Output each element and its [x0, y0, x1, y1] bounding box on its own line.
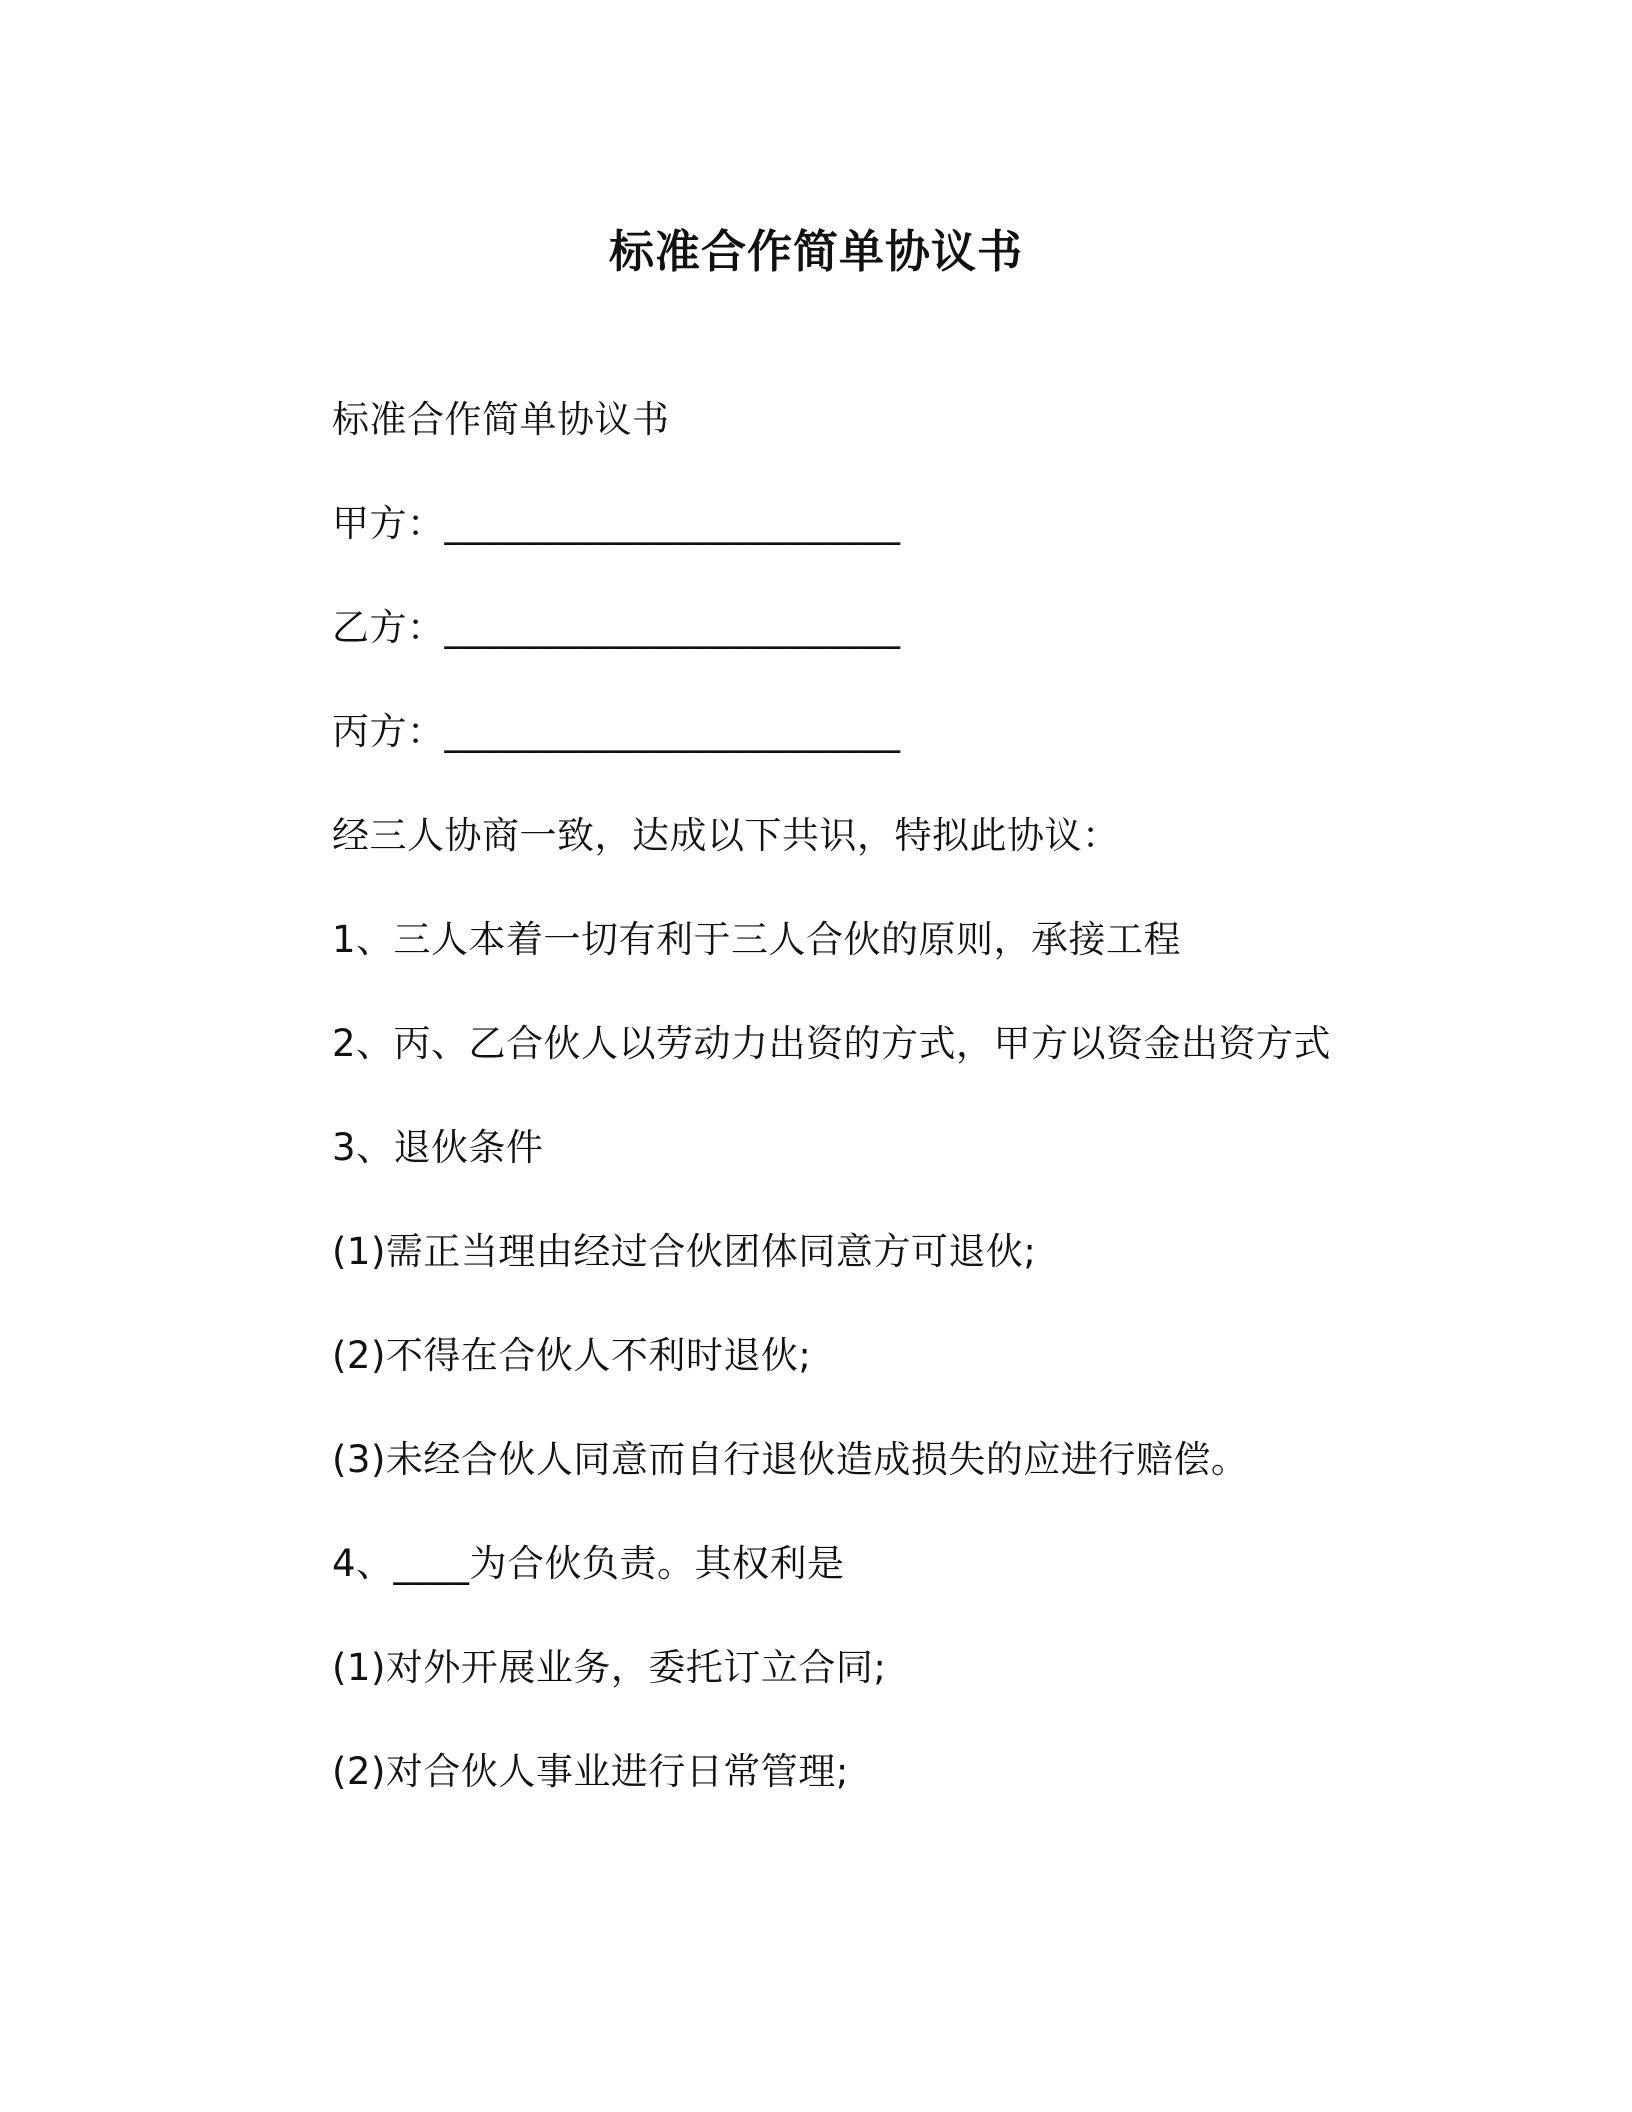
clause-3-item-3: (3)未经合伙人同意而自行退伙造成损失的应进行赔偿。	[332, 1438, 1249, 1481]
party-c-line: 丙方：________________________	[332, 710, 901, 753]
party-b-line: 乙方：________________________	[332, 606, 901, 649]
clause-4: 4、____为合伙负责。其权利是	[332, 1542, 845, 1585]
document-title: 标准合作简单协议书	[608, 225, 1023, 278]
party-a-line: 甲方：________________________	[332, 502, 901, 545]
clause-3-item-1: (1)需正当理由经过合伙团体同意方可退伙;	[332, 1230, 1037, 1273]
clause-4-item-2: (2)对合伙人事业进行日常管理;	[332, 1750, 849, 1793]
clause-2: 2、丙、乙合伙人以劳动力出资的方式，甲方以资金出资方式	[332, 1022, 1332, 1065]
document-body	[332, 395, 1432, 1851]
clause-3: 3、退伙条件	[332, 1126, 544, 1169]
clause-1: 1、三人本着一切有利于三人合伙的原则，承接工程	[332, 918, 1182, 961]
preamble-paragraph: 经三人协商一致，达成以下共识，特拟此协议：	[332, 814, 1120, 857]
subtitle-paragraph: 标准合作简单协议书	[332, 398, 670, 441]
clause-4-item-1: (1)对外开展业务，委托订立合同;	[332, 1646, 887, 1689]
clause-3-item-2: (2)不得在合伙人不利时退伙;	[332, 1334, 812, 1377]
